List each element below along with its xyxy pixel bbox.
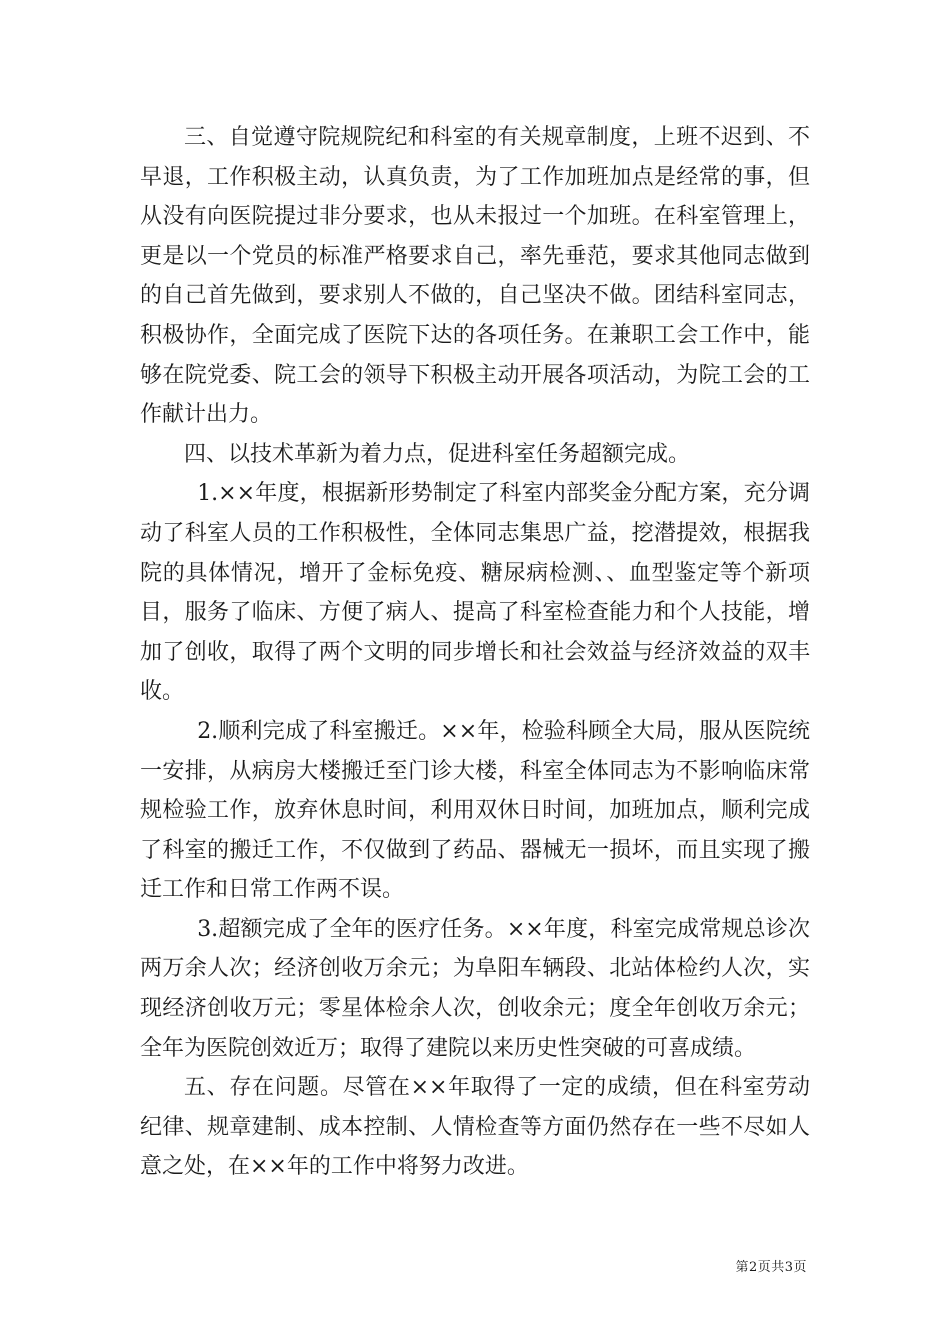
- paragraph-item-1: 1.××年度，根据新形势制定了科室内部奖金分配方案，充分调动了科室人员的工作积极性，全体同志集思广益，挖潜提效，根据我院的具体情况，增开了金标免疫、糖尿病检测、、血型鉴定等个新项目，服务了临床、方便了病人、提高了科室检查能力和个人技能，增加了创收，取得了两个文明的同步增长和社会效益与经济效益的双丰收。: [140, 481, 810, 705]
- paragraph-discipline: 三、自觉遵守院规院纪和科室的有关规章制度，上班不迟到、不早退，工作积极主动，认真负责，为了工作加班加点是经常的事，但从没有向医院提过非分要求，也从未报过一个加班。在科室管理上，更是以一个党员的标准严格要求自己，率先垂范，要求其他同志做到的自己首先做到，要求别人不做的，自己坚决不做。团结科室同志，积极协作，全面完成了医院下达的各项任务。在兼职工会工作中，能够在院党委、院工会的领导下积极主动开展各项活动，为院工会的工作献计出力。: [140, 125, 810, 428]
- page-number-footer: 第2页共3页: [735, 1260, 807, 1275]
- paragraph-problems: 五、存在问题。尽管在××年取得了一定的成绩，但在科室劳动纪律、规章建制、成本控制、人情检查等方面仍然存在一些不尽如人意之处，在××年的工作中将努力改进。: [140, 1075, 810, 1180]
- paragraph-item-2: 2.顺利完成了科室搬迁。××年，检验科顾全大局，服从医院统一安排，从病房大楼搬迁至门诊大楼，科室全体同志为不影响临床常规检验工作，放弃休息时间，利用双休日时间，加班加点，顺利完成了科室的搬迁工作，不仅做到了药品、器械无一损坏，而且实现了搬迁工作和日常工作两不误。: [140, 718, 810, 903]
- paragraph-innovation-heading: 四、以技术革新为着力点，促进科室任务超额完成。: [184, 441, 691, 467]
- document-body: [140, 118, 810, 1187]
- paragraph-item-3: 3.超额完成了全年的医疗任务。××年度，科室完成常规总诊次两万余人次；经济创收万余元；为阜阳车辆段、北站体检约人次，实现经济创收万元；零星体检余人次，创收余元；度全年创收万余元；全年为医院创效近万；取得了建院以来历史性突破的可喜成绩。: [140, 916, 810, 1061]
